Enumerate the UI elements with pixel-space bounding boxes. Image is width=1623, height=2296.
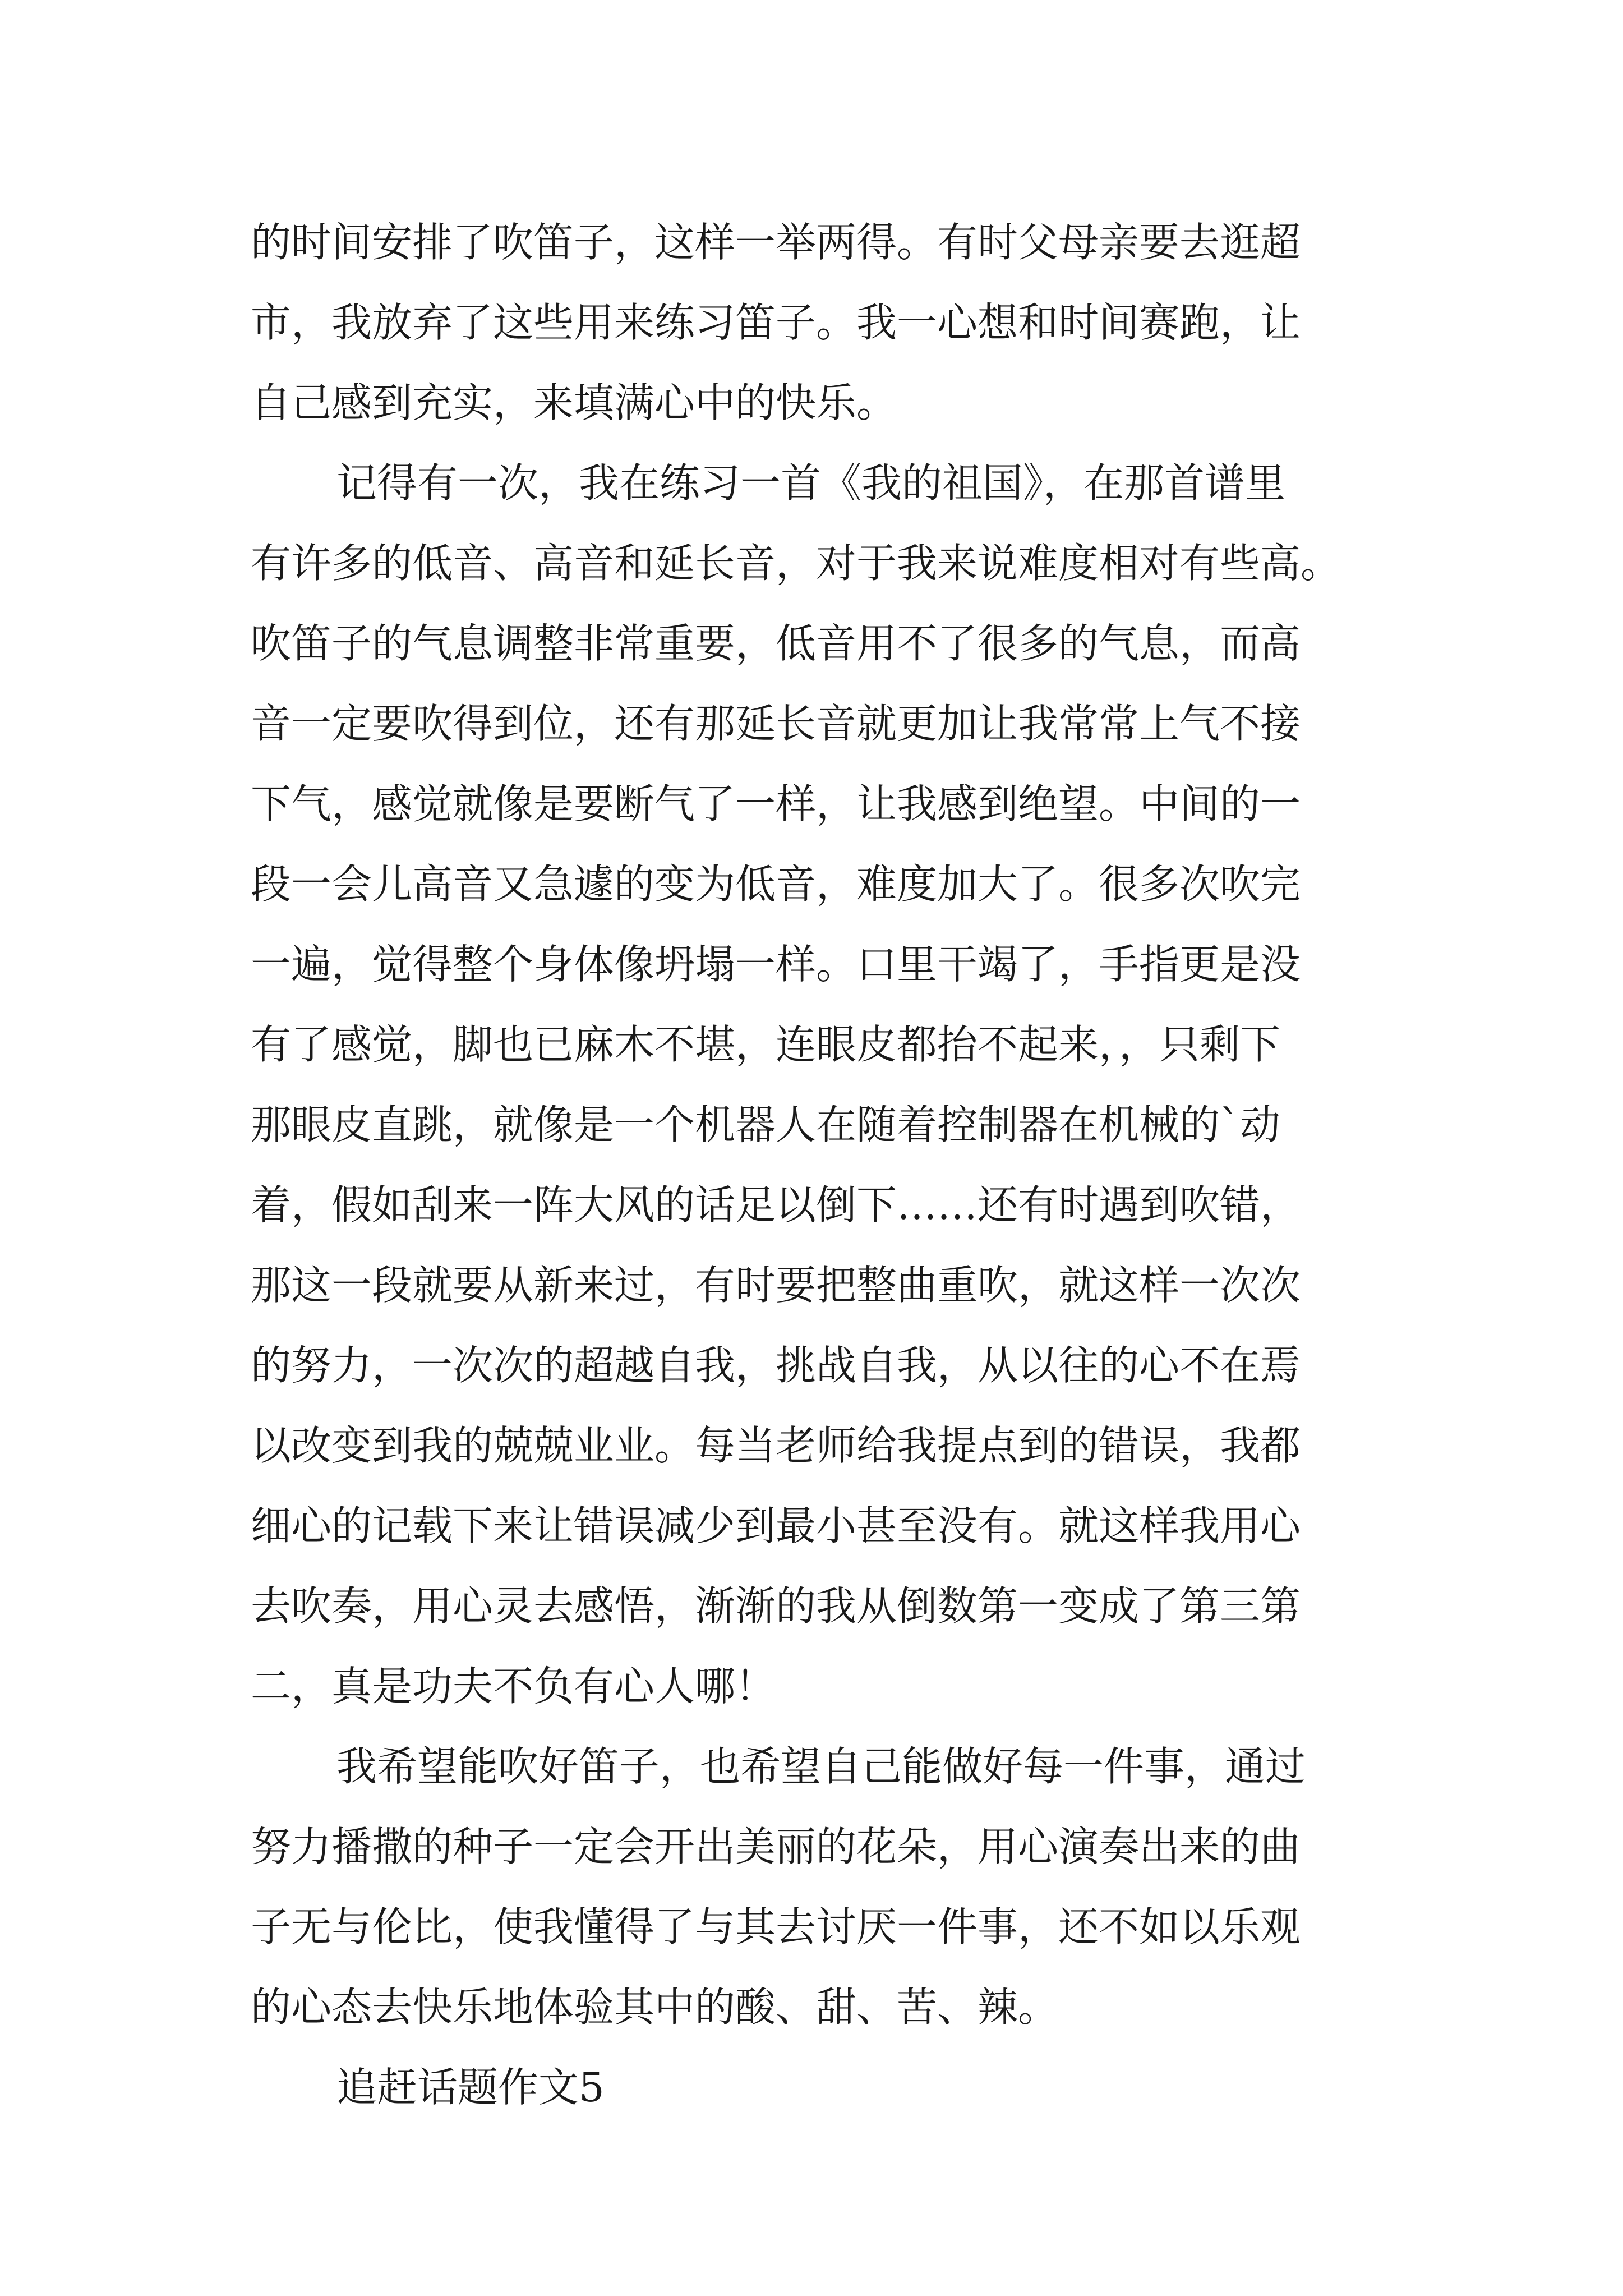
text-line: 子无与伦比，使我懂得了与其去讨厌一件事，还不如以乐观 <box>251 1903 1301 1950</box>
text-line: 记得有一次，我在练习一首《我的祖国》，在那首谱里 <box>336 459 1286 507</box>
text-line: 去吹奏，用心灵去感悟，渐渐的我从倒数第一变成了第三第 <box>251 1582 1301 1630</box>
text-line: 市，我放弃了这些用来练习笛子。我一心想和时间赛跑，让 <box>251 299 1301 346</box>
text-line: 下气，感觉就像是要断气了一样，让我感到绝望。中间的一 <box>251 780 1301 827</box>
text-line: 二，真是功夫不负有心人哪！ <box>251 1663 776 1710</box>
text-line: 努力播撒的种子一定会开出美丽的花朵，用心演奏出来的曲 <box>251 1823 1301 1870</box>
text-line: 一遍，觉得整个身体像坍塌一样。口里干竭了，手指更是没 <box>251 941 1301 988</box>
text-line: 以改变到我的兢兢业业。每当老师给我提点到的错误，我都 <box>251 1422 1301 1469</box>
text-line: 段一会儿高音又急遽的变为低音，难度加大了。很多次吹完 <box>251 861 1301 908</box>
text-line: 那眼皮直跳，就像是一个机器人在随着控制器在机械的`动 <box>251 1101 1281 1148</box>
text-line: 细心的记载下来让错误减少到最小甚至没有。就这样我用心 <box>251 1502 1301 1549</box>
section-heading: 追赶话题作文5 <box>336 2064 605 2111</box>
text-line: 有许多的低音、高音和延长音，对于我来说难度相对有些高。 <box>251 540 1341 587</box>
text-line: 吹笛子的气息调整非常重要，低音用不了很多的气息，而高 <box>251 620 1301 667</box>
text-line: 着，假如刮来一阵大风的话足以倒下……还有时遇到吹错， <box>251 1181 1301 1228</box>
text-line: 那这一段就要从新来过，有时要把整曲重吹，就这样一次次 <box>251 1262 1301 1309</box>
text-line: 音一定要吹得到位，还有那延长音就更加让我常常上气不接 <box>251 700 1301 747</box>
text-line: 自己感到充实，来填满心中的快乐。 <box>251 379 897 426</box>
text-line: 的心态去快乐地体验其中的酸、甜、苦、辣。 <box>251 1984 1059 2031</box>
text-line: 的时间安排了吹笛子，这样一举两得。有时父母亲要去逛超 <box>251 219 1301 266</box>
text-line: 我希望能吹好笛子，也希望自己能做好每一件事，通过 <box>336 1743 1306 1790</box>
text-line: 的努力，一次次的超越自我，挑战自我，从以往的心不在焉 <box>251 1342 1301 1389</box>
text-line: 有了感觉，脚也已麻木不堪，连眼皮都抬不起来，，只剩下 <box>251 1021 1281 1068</box>
